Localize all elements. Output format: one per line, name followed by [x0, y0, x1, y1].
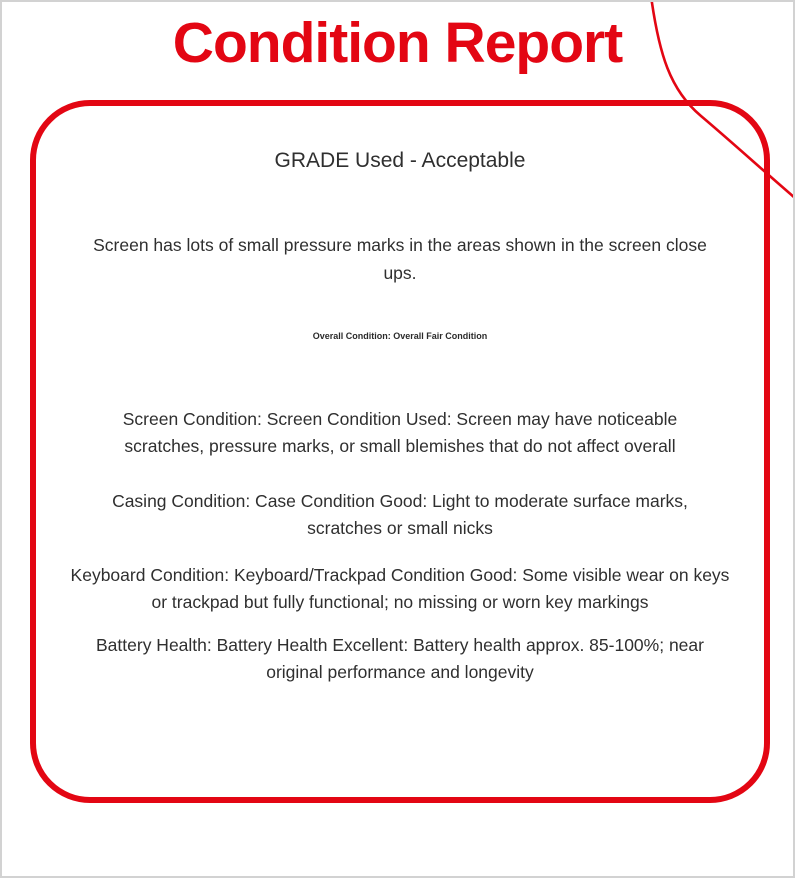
battery-health-text: Battery Health: Battery Health Excellent: Battery health approx. 85-100%; near original performance and longevity — [96, 635, 704, 682]
overall-condition-note: Overall Condition: Overall Fair Condition — [312, 331, 488, 341]
page-title: Condition Report — [172, 11, 623, 75]
keyboard-condition-text: Keyboard Condition: Keyboard/Trackpad Condition Good: Some visible wear on keys or trackpad but fully functional; no missing or worn key markings — [70, 565, 730, 612]
casing-condition-text: Casing Condition: Case Condition Good: Light to moderate surface marks, scratches or small nicks — [112, 491, 688, 538]
summary-note: Screen has lots of small pressure marks in the areas shown in the screen close ups. — [93, 235, 707, 283]
screen-condition-text: Screen Condition: Screen Condition Used: Screen may have noticeable scratches, pressure marks, or small blemishes that do not affect overall — [122, 409, 678, 456]
report-border-box — [30, 100, 770, 803]
grade-heading: GRADE Used - Acceptable — [274, 149, 526, 172]
